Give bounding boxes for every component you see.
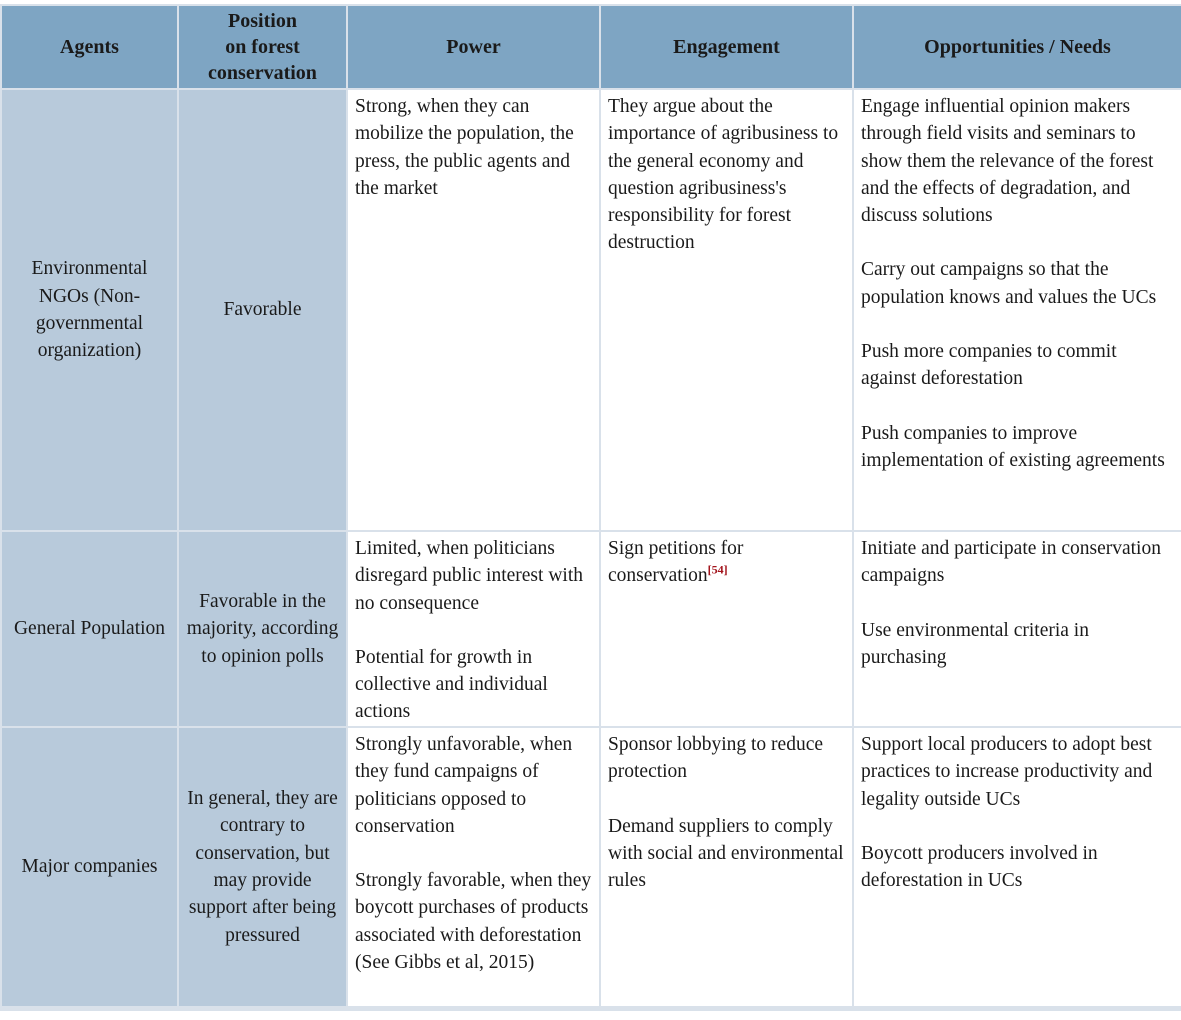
opportunity-text: Use environmental criteria in purchasing: [861, 619, 1089, 668]
header-position-line: on forest: [225, 36, 300, 58]
opportunity-text: Carry out campaigns so that the population knows and values the UCs: [861, 259, 1157, 308]
header-agents: Agents: [1, 5, 178, 89]
opportunity-text: Engage influential opinion makers through field visits and seminars to show them the relevance of the forest and the effects of degradation, and discuss solutions: [861, 96, 1154, 227]
stakeholder-table: [0, 4, 1181, 1008]
opportunity-text: Support local producers to adopt best practices to increase productivity and legality outside UCs: [861, 734, 1153, 810]
agent-cell: Environmental NGOs (Non-governmental organization): [1, 89, 178, 531]
opportunities-cell: [853, 727, 1181, 1007]
power-cell: [347, 531, 600, 727]
opportunity-text: Initiate and participate in conservation campaigns: [861, 538, 1161, 587]
reference-link[interactable]: [54]: [707, 562, 728, 577]
engagement-text: Sign petitions for conservation: [608, 538, 744, 587]
engagement-cell: [600, 531, 853, 727]
power-text: Strongly unfavorable, when they fund campaigns of politicians opposed to conservation: [355, 734, 573, 837]
header-position-line: conservation: [208, 62, 317, 84]
agent-cell: General Population: [1, 531, 178, 727]
engagement-text: They argue about the importance of agribusiness to the general economy and question agribusiness's responsibility for forest destruction: [608, 96, 839, 254]
header-engagement: Engagement: [600, 5, 853, 89]
table-row: [1, 727, 1181, 1007]
engagement-cell: [600, 727, 853, 1007]
opportunities-cell: [853, 531, 1181, 727]
position-cell: In general, they are contrary to conservation, but may provide support after being pressured: [178, 727, 347, 1007]
power-cell: [347, 727, 600, 1007]
header-opportunities: Opportunities / Needs: [853, 5, 1181, 89]
opportunity-text: Push companies to improve implementation of existing agreements: [861, 422, 1165, 471]
power-text: Strongly favorable, when they boycott purchases of products associated with deforestation (See Gibbs et al, 2015): [355, 870, 592, 974]
engagement-text: Sponsor lobbying to reduce protection: [608, 734, 824, 783]
header-position-line: Position: [228, 10, 297, 32]
power-text: Strong, when they can mobilize the population, the press, the public agents and the market: [355, 96, 574, 199]
header-position: [178, 5, 347, 89]
engagement-text: Demand suppliers to comply with social and environmental rules: [608, 815, 844, 892]
opportunities-cell: [853, 89, 1181, 531]
header-power: Power: [347, 5, 600, 89]
power-text: Potential for growth in collective and individual actions: [355, 646, 548, 723]
table-row: [1, 531, 1181, 727]
table-row: [1, 89, 1181, 531]
power-cell: [347, 89, 600, 531]
agent-cell: Major companies: [1, 727, 178, 1007]
header-row: [1, 5, 1181, 89]
position-cell: Favorable in the majority, according to opinion polls: [178, 531, 347, 727]
position-cell: Favorable: [178, 89, 347, 531]
opportunity-text: Push more companies to commit against deforestation: [861, 341, 1117, 390]
engagement-paragraph: [608, 535, 846, 590]
table-bottom-rule: [0, 1008, 1181, 1011]
engagement-cell: [600, 89, 853, 531]
power-text: Limited, when politicians disregard public interest with no consequence: [355, 538, 583, 614]
opportunity-text: Boycott producers involved in deforestation in UCs: [861, 842, 1098, 892]
